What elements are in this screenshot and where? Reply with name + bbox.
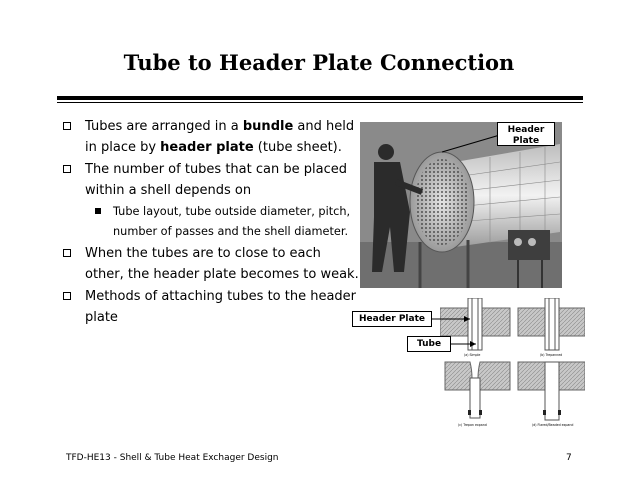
- bullet-item-3: [63, 243, 363, 285]
- bullet-box-icon: [63, 122, 71, 130]
- bullet-text-1c: and held in place by: [85, 119, 355, 155]
- title-rule-thin: [57, 102, 583, 103]
- bullet-text-4: Methods of attaching tubes to the header plate: [85, 289, 357, 325]
- sub-bullet-square-icon: [95, 208, 101, 214]
- header-plate-callout-photo: Header Plate: [497, 122, 555, 146]
- sub-bullet-text: Tube layout, tube outside diameter, pitch, number of passes and the shell diameter.: [113, 205, 351, 238]
- diagram-caption-a: (a) Simple: [464, 353, 481, 357]
- footer-course-title: TFD-HE13 - Shell & Tube Heat Exchager Design: [66, 453, 279, 463]
- bullet-item-1: [63, 116, 363, 158]
- bullet-box-icon: [63, 292, 71, 300]
- bullet-item-2: [63, 159, 363, 201]
- tube-callout: Tube: [407, 336, 451, 352]
- bullet-text-3: When the tubes are to close to each other, the header plate becomes to weak.: [85, 246, 359, 282]
- page-number: 7: [566, 453, 572, 463]
- sub-bullet-item: [63, 202, 363, 242]
- bullet-text-1-header-plate: header plate: [160, 140, 254, 155]
- bullet-box-icon: [63, 165, 71, 173]
- bullet-text-2: The number of tubes that can be placed within a shell depends on: [85, 162, 347, 198]
- bullet-list: [63, 116, 363, 329]
- bullet-text-1a: Tubes are arranged in a: [85, 119, 243, 134]
- bullet-text-1e: (tube sheet).: [253, 140, 342, 155]
- diagram-caption-b: (b) Trepanned: [540, 353, 563, 357]
- slide-title: Tube to Header Plate Connection: [123, 50, 515, 75]
- header-plate-callout-diagram: Header Plate: [352, 311, 432, 327]
- bullet-item-4: [63, 286, 363, 328]
- bullet-text-1-bundle: bundle: [242, 119, 294, 134]
- bullet-box-icon: [63, 249, 71, 257]
- tube-joint-diagrams: [440, 298, 585, 438]
- diagram-caption-c: (c) Trepan expand: [458, 423, 487, 427]
- title-rule-thick: [57, 96, 583, 100]
- diagram-caption-d: (d) Flared/Beaded expand: [532, 423, 574, 427]
